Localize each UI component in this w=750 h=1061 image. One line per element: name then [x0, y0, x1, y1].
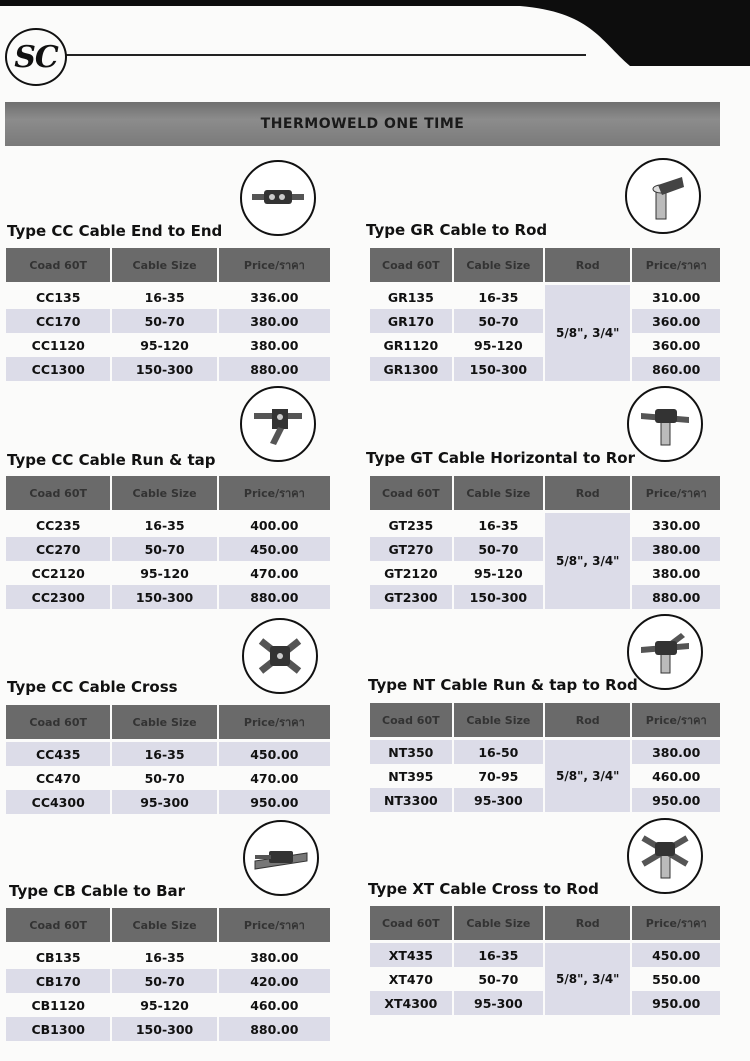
price-cell: 310.00	[652, 289, 701, 305]
size-cell: 50-70	[478, 971, 519, 987]
price-table-cc-run-tap	[4, 476, 332, 609]
table-row	[6, 333, 330, 357]
table-row	[6, 309, 330, 333]
price-cell: 380.00	[219, 309, 330, 333]
price-cell: 330.00	[652, 517, 701, 533]
price-cell: 470.00	[250, 770, 299, 786]
price-cell: 880.00	[219, 585, 330, 609]
code-cell: CC4300	[6, 790, 110, 814]
table-row	[6, 969, 330, 993]
price-cell: 380.00	[250, 949, 299, 965]
size-cell: 16-35	[144, 517, 185, 533]
col-header: Price/ราคา	[632, 906, 720, 943]
cable-run-tap-rod-icon	[627, 614, 703, 690]
price-cell: 360.00	[632, 309, 720, 333]
code-cell: NT350	[370, 740, 452, 764]
col-header: Cable Size	[454, 703, 543, 740]
price-cell: 450.00	[219, 742, 330, 766]
table-row	[6, 585, 330, 609]
size-cell: 50-70	[112, 309, 216, 333]
rod-cell: 5/8", 3/4"	[545, 285, 630, 381]
table-row	[6, 513, 330, 537]
price-table-nt	[368, 703, 722, 812]
col-header: Cable Size	[112, 705, 216, 742]
price-cell: 380.00	[632, 537, 720, 561]
cable-run-tap-icon	[240, 386, 316, 462]
code-cell: CC1300	[6, 357, 110, 381]
price-cell: 880.00	[219, 357, 330, 381]
size-cell: 50-70	[454, 309, 543, 333]
price-cell: 360.00	[652, 337, 701, 353]
col-header: Rod	[545, 248, 630, 285]
rod-cell: 5/8", 3/4"	[545, 740, 630, 812]
size-cell: 150-300	[454, 357, 543, 381]
col-header: Coad 60T	[370, 906, 452, 943]
cable-to-bar-icon	[243, 820, 319, 896]
table-row	[6, 285, 330, 309]
code-cell: XT470	[388, 971, 433, 987]
price-cell: 460.00	[250, 997, 299, 1013]
code-cell: CC1120	[31, 337, 85, 353]
size-cell: 95-120	[140, 565, 189, 581]
code-cell: CB1300	[6, 1017, 110, 1041]
price-cell: 400.00	[250, 517, 299, 533]
code-cell: GR170	[370, 309, 452, 333]
size-cell: 16-50	[454, 740, 543, 764]
table-row	[6, 742, 330, 766]
size-cell: 150-300	[112, 1017, 216, 1041]
table-row	[6, 357, 330, 381]
size-cell: 150-300	[112, 357, 216, 381]
size-cell: 95-300	[454, 788, 543, 812]
cable-horizontal-rod-icon	[627, 386, 703, 462]
code-cell: NT3300	[370, 788, 452, 812]
section-title: Type GT Cable Horizontal to Ror	[366, 449, 635, 467]
cable-cross-rod-icon	[627, 818, 703, 894]
size-cell: 16-35	[478, 289, 519, 305]
size-cell: 16-35	[144, 289, 185, 305]
code-cell: XT435	[370, 943, 452, 967]
price-table-gt	[368, 476, 722, 609]
corner-decoration	[0, 0, 750, 80]
section-title: Type CC Cable Run & tap	[7, 451, 216, 469]
size-cell: 95-300	[112, 790, 216, 814]
section-title: Type GR Cable to Rod	[366, 221, 548, 239]
code-cell: CC135	[35, 289, 81, 305]
col-header: Price/ราคา	[632, 703, 720, 740]
col-header: Rod	[545, 476, 630, 513]
price-table-cb	[4, 908, 332, 1041]
price-table-cc-cross	[4, 705, 332, 814]
size-cell: 16-35	[144, 949, 185, 965]
price-cell: 950.00	[219, 790, 330, 814]
col-header: Rod	[545, 906, 630, 943]
section-title: Type XT Cable Cross to Rod	[368, 880, 599, 898]
code-cell: GT270	[370, 537, 452, 561]
table-row	[370, 740, 720, 764]
code-cell: GT2300	[370, 585, 452, 609]
cable-cross-icon	[242, 618, 318, 694]
code-cell: XT4300	[370, 991, 452, 1015]
code-cell: CC2300	[6, 585, 110, 609]
size-cell: 95-120	[140, 997, 189, 1013]
rod-cell: 5/8", 3/4"	[545, 513, 630, 609]
size-cell: 16-35	[478, 517, 519, 533]
col-header: Price/ราคา	[219, 248, 330, 285]
code-cell: CC270	[6, 537, 110, 561]
price-table-cc-end	[4, 248, 332, 381]
code-cell: GR1300	[370, 357, 452, 381]
col-header: Coad 60T	[6, 908, 110, 945]
price-table-gr	[368, 248, 722, 381]
price-cell: 336.00	[250, 289, 299, 305]
code-cell: CC170	[6, 309, 110, 333]
col-header: Price/ราคา	[219, 705, 330, 742]
logo-text: SC	[14, 39, 58, 75]
sc-logo	[5, 28, 67, 86]
table-row	[6, 561, 330, 585]
code-cell: CC435	[6, 742, 110, 766]
price-table-xt	[368, 906, 722, 1015]
code-cell: GT235	[388, 517, 434, 533]
code-cell: CC2120	[31, 565, 85, 581]
col-header: Coad 60T	[6, 705, 110, 742]
col-header: Price/ราคา	[219, 908, 330, 945]
col-header: Cable Size	[454, 476, 543, 513]
col-header: Cable Size	[454, 906, 543, 943]
price-cell: 550.00	[652, 971, 701, 987]
cable-to-rod-icon	[625, 158, 701, 234]
col-header: Coad 60T	[6, 248, 110, 285]
code-cell: CB170	[6, 969, 110, 993]
col-header: Cable Size	[112, 908, 216, 945]
price-cell: 450.00	[219, 537, 330, 561]
size-cell: 95-300	[454, 991, 543, 1015]
table-row	[370, 285, 720, 309]
col-header: Price/ราคา	[632, 248, 720, 285]
col-header: Cable Size	[112, 476, 216, 513]
price-cell: 880.00	[632, 585, 720, 609]
section-title: Type CC Cable End to End	[7, 222, 223, 240]
code-cell: GR1120	[383, 337, 439, 353]
title-banner	[5, 102, 720, 146]
table-row	[6, 1017, 330, 1041]
size-cell: 95-120	[140, 337, 189, 353]
code-cell: CC470	[35, 770, 81, 786]
section-title: Type CC Cable Cross	[7, 678, 178, 696]
table-row	[370, 943, 720, 967]
size-cell: 95-120	[474, 565, 523, 581]
price-cell: 450.00	[632, 943, 720, 967]
size-cell: 50-70	[454, 537, 543, 561]
code-cell: CB135	[35, 949, 81, 965]
price-cell: 950.00	[632, 991, 720, 1015]
table-row	[6, 766, 330, 790]
size-cell: 95-120	[474, 337, 523, 353]
code-cell: NT395	[388, 768, 434, 784]
table-row	[6, 790, 330, 814]
code-cell: CC235	[35, 517, 81, 533]
size-cell: 150-300	[454, 585, 543, 609]
col-header: Cable Size	[112, 248, 216, 285]
code-cell: GR135	[387, 289, 434, 305]
cable-end-to-end-icon	[240, 160, 316, 236]
size-cell: 50-70	[144, 770, 185, 786]
col-header: Coad 60T	[370, 476, 452, 513]
col-header: Cable Size	[454, 248, 543, 285]
col-header: Coad 60T	[370, 248, 452, 285]
code-cell: GT2120	[384, 565, 438, 581]
price-cell: 860.00	[632, 357, 720, 381]
banner-title: THERMOWELD ONE TIME	[260, 116, 465, 132]
section-title: Type CB Cable to Bar	[9, 882, 186, 900]
price-cell: 380.00	[652, 565, 701, 581]
col-header: Coad 60T	[370, 703, 452, 740]
col-header: Coad 60T	[6, 476, 110, 513]
price-cell: 380.00	[250, 337, 299, 353]
size-cell: 150-300	[112, 585, 216, 609]
table-row	[6, 945, 330, 969]
rod-cell: 5/8", 3/4"	[545, 943, 630, 1015]
code-cell: CB1120	[31, 997, 85, 1013]
section-title: Type NT Cable Run & tap to Rod	[368, 676, 638, 694]
table-row	[370, 513, 720, 537]
price-cell: 380.00	[632, 740, 720, 764]
price-cell: 470.00	[250, 565, 299, 581]
price-cell: 460.00	[652, 768, 701, 784]
size-cell: 16-35	[112, 742, 216, 766]
col-header: Price/ราคา	[632, 476, 720, 513]
price-cell: 950.00	[632, 788, 720, 812]
price-cell: 880.00	[219, 1017, 330, 1041]
table-row	[6, 537, 330, 561]
size-cell: 16-35	[454, 943, 543, 967]
col-header: Rod	[545, 703, 630, 740]
header-rule	[66, 54, 586, 56]
col-header: Price/ราคา	[219, 476, 330, 513]
size-cell: 70-95	[478, 768, 519, 784]
table-row	[6, 993, 330, 1017]
price-cell: 420.00	[219, 969, 330, 993]
size-cell: 50-70	[112, 537, 216, 561]
size-cell: 50-70	[112, 969, 216, 993]
